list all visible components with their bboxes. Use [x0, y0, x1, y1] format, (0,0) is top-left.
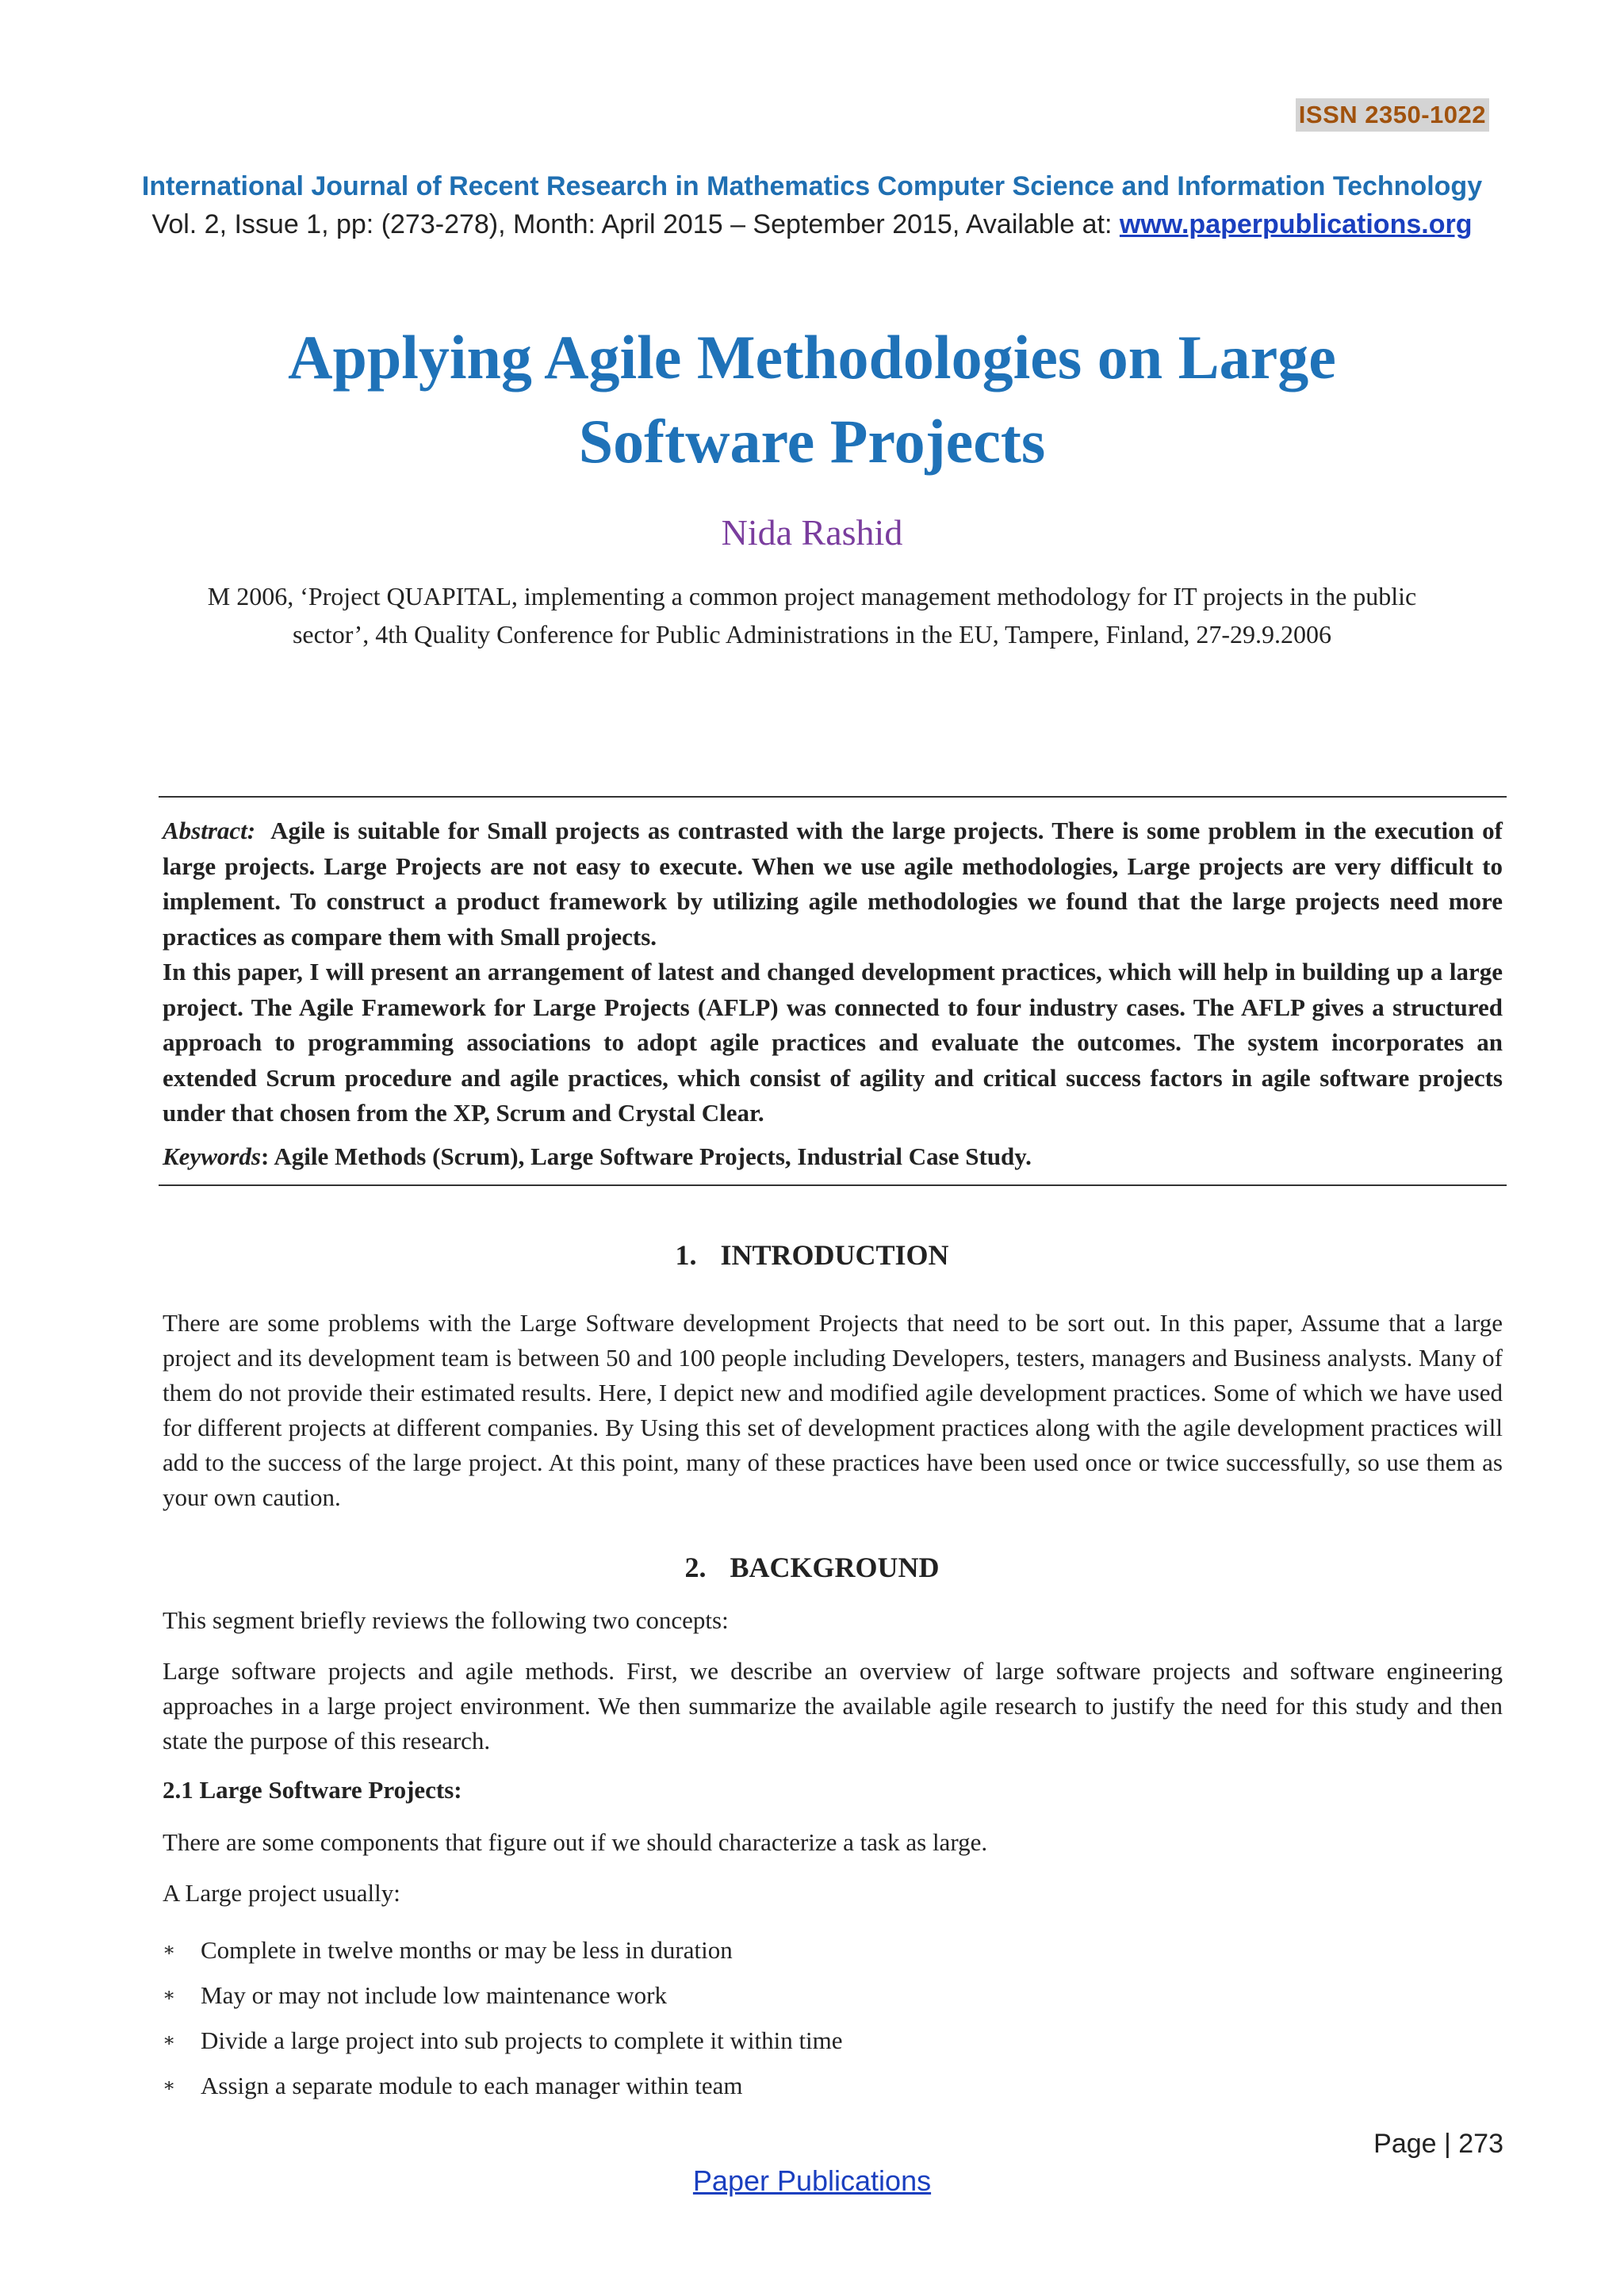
affiliation	[159, 577, 1465, 653]
list-item	[163, 1978, 1503, 2023]
title-line-1: Applying Agile Methodologies on Large	[288, 323, 1336, 392]
affiliation-line-2: sector’, 4th Quality Conference for Public Administrations in the EU, Tampere, Finland, 27-29.9.2006	[292, 620, 1332, 649]
page-number: Page | 273	[1373, 2129, 1503, 2159]
subsection-paragraph-1: There are some components that figure out if we should characterize a task as large.	[163, 1828, 988, 1856]
affiliation-line-1: M 2006, ‘Project QUAPITAL, implementing a common project management methodology for IT projects in the public	[207, 582, 1417, 610]
list-item-text: Assign a separate module to each manager within team	[201, 2072, 743, 2099]
bullet-list	[163, 1933, 1503, 2114]
subsection-line-1	[163, 1825, 1503, 1860]
background-paragraph-1: This segment briefly reviews the following two concepts:	[163, 1606, 729, 1634]
journal-name: International Journal of Recent Research in Mathematics Computer Science and Information Technology	[141, 171, 1483, 201]
background-intro-line	[163, 1603, 1503, 1638]
list-item-text: Complete in twelve months or may be less in duration	[201, 1936, 733, 1964]
paper-title	[0, 316, 1624, 484]
abstract-para-1	[163, 813, 1503, 955]
keywords-line	[163, 1142, 1503, 1171]
keywords-label: Keywords	[163, 1142, 261, 1170]
subsection-heading: 2.1 Large Software Projects:	[163, 1776, 462, 1804]
publisher-link[interactable]: Paper Publications	[692, 2164, 932, 2197]
volume-line	[0, 209, 1624, 240]
bullet-mark: ∗	[163, 1985, 176, 2006]
bullet-mark: ∗	[163, 1940, 176, 1961]
journal-website-link[interactable]: www.paperpublications.org	[1119, 209, 1473, 239]
bullet-mark: ∗	[163, 2030, 176, 2051]
bullet-mark: ∗	[163, 2076, 176, 2096]
abstract-top-rule	[159, 796, 1507, 798]
abstract-para-2: In this paper, I will present an arrangement of latest and changed development practices, which will help in building up a large project. The Agile Framework for Large Projects (AFLP) was connected to four industry cases. The AFLP gives a structured approach to programming associations to adopt agile practices and evaluate the outcomes. The system incorporates an extended Scrum procedure and agile practices, which consist of agility and critical success factors in agile software projects under that chosen from the XP, Scrum and Crystal Clear.	[163, 958, 1503, 1127]
introduction-body	[163, 1306, 1503, 1515]
list-item-text: Divide a large project into sub projects to complete it within time	[201, 2026, 843, 2054]
section-number: 2.	[684, 1552, 707, 1583]
section-number: 1.	[675, 1239, 697, 1271]
section-title: BACKGROUND	[730, 1552, 940, 1583]
volume-text: Vol. 2, Issue 1, pp: (273-278), Month: April 2015 – September 2015, Available at:	[151, 209, 1120, 239]
abstract-text-1: Agile is suitable for Small projects as contrasted with the large projects. There is some problem in the execution of large projects. Large Projects are not easy to execute. When we use agile methodologies, Large projects are very difficult to implement. To construct a product framework by utilizing agile methodologies we found that the large projects need more practices as compare them with Small projects.	[163, 817, 1503, 951]
author-name: Nida Rashid	[721, 512, 903, 553]
list-item	[163, 2023, 1503, 2068]
list-item-text: May or may not include low maintenance work	[201, 1981, 667, 2009]
subsection-paragraph-2: A Large project usually:	[163, 1879, 400, 1907]
abstract-bottom-rule	[159, 1184, 1507, 1186]
abstract-block	[163, 813, 1503, 1131]
list-item	[163, 2068, 1503, 2114]
background-paragraph-2: Large software projects and agile methods. First, we describe an overview of large software projects and software engineering approaches in a large project environment. We then summarize the available agile research to justify the need for this study and then state the purpose of this research.	[163, 1657, 1503, 1755]
subsection-line-2	[163, 1876, 1503, 1911]
title-line-2: Software Projects	[578, 407, 1046, 476]
introduction-paragraph: There are some problems with the Large Software development Projects that need to be sort out. In this paper, Assume that a large project and its development team is between 50 and 100 people including Developers, testers, managers and Business analysts. Many of them do not provide their estimated results. Here, I depict new and modified agile development practices. Some of which we have used for different projects at different companies. By Using this set of development practices along with the agile development practices will add to the success of the large project. At this point, many of these practices have been used once or twice successfully, so use them as your own caution.	[163, 1309, 1503, 1511]
background-body	[163, 1654, 1503, 1758]
issn-badge: ISSN 2350-1022	[1296, 98, 1489, 132]
abstract-label: Abstract:	[163, 817, 256, 844]
list-item	[163, 1933, 1503, 1978]
section-title: INTRODUCTION	[720, 1239, 949, 1271]
keywords-text: : Agile Methods (Scrum), Large Software Projects, Industrial Case Study.	[261, 1142, 1032, 1170]
section-heading-introduction	[0, 1238, 1624, 1272]
section-heading-background	[0, 1551, 1624, 1584]
